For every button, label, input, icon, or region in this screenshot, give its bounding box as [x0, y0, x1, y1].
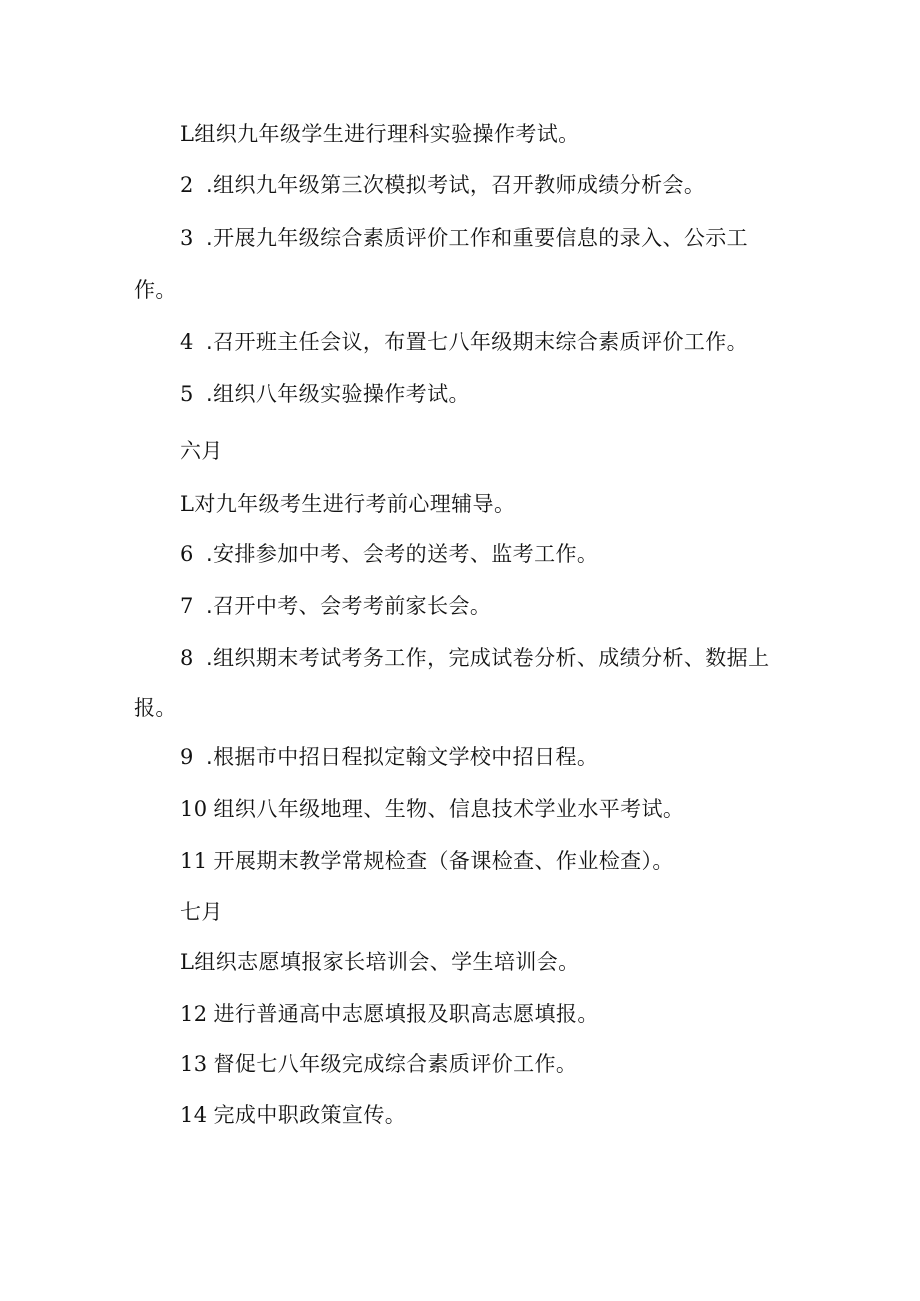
- paragraph-item-3: [180, 224, 748, 252]
- item-text: .组织期末考试考务工作，完成试卷分析、成绩分析、数据上: [206, 646, 770, 670]
- item-text: .开展九年级综合素质评价工作和重要信息的录入、公示工: [206, 226, 749, 250]
- item-text: 进行普通高中志愿填报及职高志愿填报。: [213, 1002, 599, 1026]
- item-marker: 11: [180, 849, 208, 873]
- item-marker: L: [180, 950, 195, 974]
- item-marker: 13: [180, 1052, 208, 1076]
- item-text: .组织九年级第三次模拟考试，召开教师成绩分析会。: [206, 173, 706, 197]
- item-text: 督促七八年级完成综合素质评价工作。: [213, 1052, 578, 1076]
- item-marker: 4: [180, 330, 194, 354]
- item-marker: 12: [180, 1002, 208, 1026]
- paragraph-item-5: [180, 380, 470, 408]
- item-text: .召开中考、会考考前家长会。: [206, 594, 492, 618]
- paragraph-continuation: [134, 694, 177, 722]
- item-text: 组织九年级学生进行理科实验操作考试。: [194, 122, 580, 146]
- paragraph-item-11: [180, 847, 674, 875]
- section-heading-july: [180, 898, 223, 926]
- paragraph-item-13: [180, 1050, 577, 1078]
- paragraph-item-9: [180, 743, 598, 771]
- paragraph-continuation: [134, 276, 177, 304]
- paragraph-item-june-1: [180, 490, 515, 518]
- item-text: 对九年级考生进行考前心理辅导。: [194, 492, 516, 516]
- item-marker: 9: [180, 745, 194, 769]
- item-marker: 3: [180, 226, 194, 250]
- paragraph-item-july-1: [180, 948, 580, 976]
- item-text: 完成中职政策宣传。: [213, 1103, 407, 1127]
- paragraph-item-8: [180, 644, 769, 672]
- item-text: 组织志愿填报家长培训会、学生培训会。: [194, 950, 580, 974]
- item-marker: 5: [180, 382, 194, 406]
- item-text: 组织八年级地理、生物、信息技术学业水平考试。: [213, 797, 685, 821]
- item-marker: 8: [180, 646, 194, 670]
- item-marker: L: [180, 122, 195, 146]
- item-marker: 2: [180, 173, 194, 197]
- paragraph-item-12: [180, 1000, 599, 1028]
- item-text: .安排参加中考、会考的送考、监考工作。: [206, 542, 599, 566]
- paragraph-item-4: [180, 328, 748, 356]
- section-heading-june: [180, 437, 223, 465]
- paragraph-item-1: [180, 120, 580, 148]
- item-text: 作。: [134, 278, 177, 302]
- item-marker: 6: [180, 542, 194, 566]
- item-text: .根据市中招日程拟定翰文学校中招日程。: [206, 745, 599, 769]
- item-marker: 7: [180, 594, 194, 618]
- item-text: 开展期末教学常规检查（备课检查、作业检查）。: [213, 849, 674, 873]
- item-text: .组织八年级实验操作考试。: [206, 382, 470, 406]
- paragraph-item-14: [180, 1101, 406, 1129]
- item-text: 报。: [134, 696, 177, 720]
- paragraph-item-2: [180, 171, 705, 199]
- paragraph-item-6: [180, 540, 598, 568]
- paragraph-item-7: [180, 592, 491, 620]
- section-heading: 六月: [180, 439, 223, 463]
- paragraph-item-10: [180, 795, 684, 823]
- item-marker: L: [180, 492, 195, 516]
- section-heading: 七月: [180, 900, 223, 924]
- item-marker: 14: [180, 1103, 208, 1127]
- item-text: .召开班主任会议，布置七八年级期末综合素质评价工作。: [206, 330, 749, 354]
- item-marker: 10: [180, 797, 208, 821]
